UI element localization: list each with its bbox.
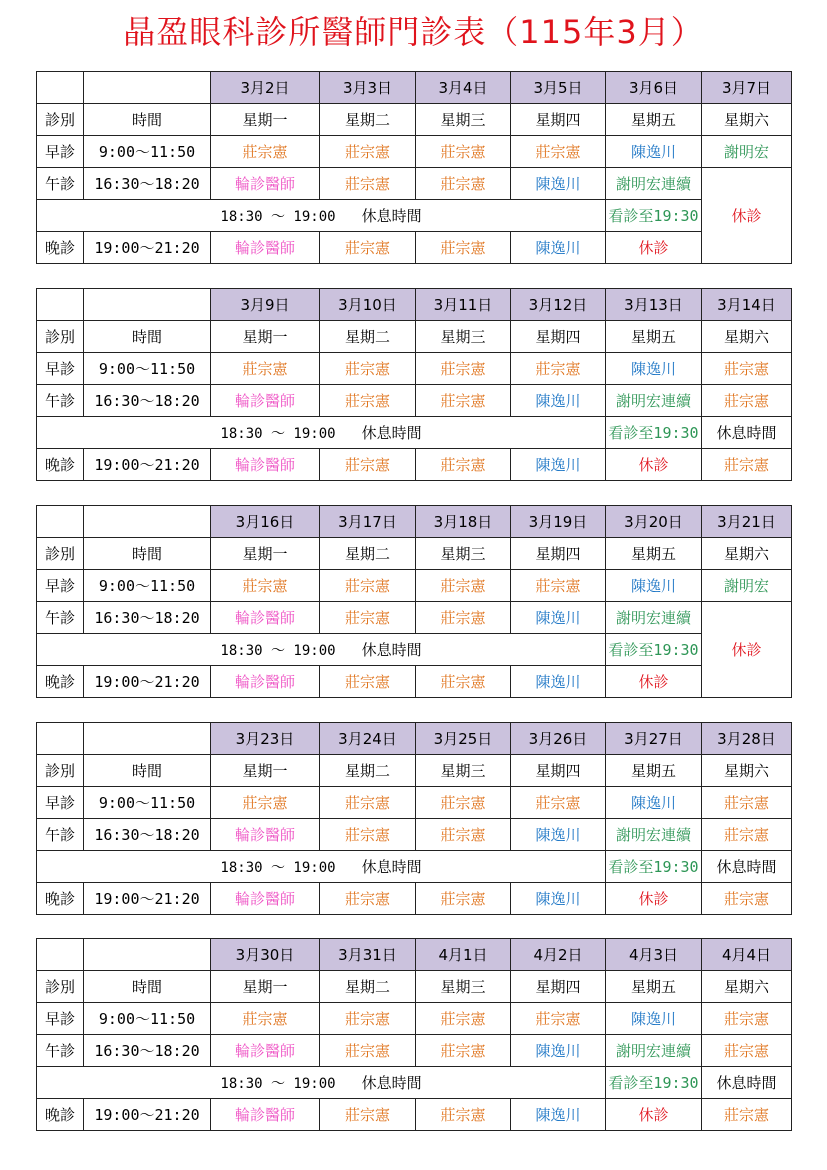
time-header: 時間 xyxy=(84,971,211,1003)
session-label: 早診 xyxy=(37,353,84,385)
doctor-cell: 陳逸川 xyxy=(606,1003,702,1035)
session-time: 19:00～21:20 xyxy=(84,883,211,915)
date-cell: 3月19日 xyxy=(511,506,606,538)
blank-cell xyxy=(37,723,84,755)
doctor-cell: 輪診醫師 xyxy=(211,666,320,698)
date-cell: 3月10日 xyxy=(320,289,416,321)
date-row xyxy=(37,939,792,971)
doctor-cell: 莊宗憲 xyxy=(416,232,511,264)
weekday-row xyxy=(37,104,792,136)
doctor-cell: 看診至19:30 xyxy=(606,200,702,232)
break-row xyxy=(37,851,792,883)
break-cell xyxy=(37,851,606,883)
break-row xyxy=(37,200,792,232)
weekday-cell: 星期三 xyxy=(416,538,511,570)
break-row xyxy=(37,634,792,666)
doctor-cell: 莊宗憲 xyxy=(416,1035,511,1067)
weekday-cell: 星期五 xyxy=(606,104,702,136)
morning-row xyxy=(37,787,792,819)
doctor-cell: 看診至19:30 xyxy=(606,851,702,883)
date-cell: 3月13日 xyxy=(606,289,702,321)
weekday-row xyxy=(37,971,792,1003)
break-cell xyxy=(37,1067,606,1099)
date-cell: 3月14日 xyxy=(702,289,792,321)
doctor-cell: 莊宗憲 xyxy=(416,353,511,385)
weekday-cell: 星期五 xyxy=(606,971,702,1003)
weekday-cell: 星期一 xyxy=(211,104,320,136)
break-text xyxy=(220,422,421,443)
doctor-cell: 看診至19:30 xyxy=(606,634,702,666)
doctor-cell: 輪診醫師 xyxy=(211,385,320,417)
doctor-cell: 莊宗憲 xyxy=(702,1035,792,1067)
doctor-cell: 莊宗憲 xyxy=(320,385,416,417)
doctor-cell: 陳逸川 xyxy=(511,883,606,915)
date-row xyxy=(37,506,792,538)
weekday-cell: 星期三 xyxy=(416,321,511,353)
category-header: 診別 xyxy=(37,755,84,787)
date-cell: 3月16日 xyxy=(211,506,320,538)
time-header: 時間 xyxy=(84,538,211,570)
doctor-cell: 休息時間 xyxy=(702,1067,792,1099)
page-title: 晶盈眼科診所醫師門診表（115年3月） xyxy=(123,13,704,51)
doctor-cell: 休診 xyxy=(606,232,702,264)
doctor-cell: 陳逸川 xyxy=(606,570,702,602)
doctor-cell: 莊宗憲 xyxy=(702,385,792,417)
afternoon-row xyxy=(37,168,792,200)
session-label: 午診 xyxy=(37,602,84,634)
break-time: 18:30 ～ 19:00 xyxy=(220,860,336,876)
blank-cell xyxy=(84,939,211,971)
doctor-cell: 休息時間 xyxy=(702,851,792,883)
break-text xyxy=(220,856,421,877)
doctor-cell: 陳逸川 xyxy=(511,666,606,698)
doctor-cell: 莊宗憲 xyxy=(320,602,416,634)
weekday-cell: 星期六 xyxy=(702,971,792,1003)
doctor-cell: 謝明宏 xyxy=(702,136,792,168)
session-label: 晚診 xyxy=(37,232,84,264)
date-cell: 3月2日 xyxy=(211,72,320,104)
doctor-cell: 陳逸川 xyxy=(511,449,606,481)
weekday-cell: 星期四 xyxy=(511,104,606,136)
doctor-cell: 莊宗憲 xyxy=(320,883,416,915)
session-label: 午診 xyxy=(37,385,84,417)
weekday-cell: 星期六 xyxy=(702,755,792,787)
doctor-cell: 莊宗憲 xyxy=(511,353,606,385)
weekday-cell: 星期二 xyxy=(320,538,416,570)
session-label: 早診 xyxy=(37,570,84,602)
break-text xyxy=(220,205,421,226)
weekday-cell: 星期四 xyxy=(511,971,606,1003)
doctor-cell: 莊宗憲 xyxy=(511,570,606,602)
session-time: 16:30～18:20 xyxy=(84,385,211,417)
doctor-cell: 休息時間 xyxy=(702,417,792,449)
doctor-cell: 謝明宏連續 xyxy=(606,819,702,851)
doctor-cell: 莊宗憲 xyxy=(320,136,416,168)
date-cell: 3月20日 xyxy=(606,506,702,538)
session-label: 晚診 xyxy=(37,666,84,698)
session-time: 16:30～18:20 xyxy=(84,602,211,634)
weekday-cell: 星期二 xyxy=(320,755,416,787)
weekday-cell: 星期五 xyxy=(606,755,702,787)
weekday-cell: 星期四 xyxy=(511,321,606,353)
session-time: 9:00～11:50 xyxy=(84,570,211,602)
doctor-cell: 謝明宏連續 xyxy=(606,385,702,417)
doctor-cell: 輪診醫師 xyxy=(211,232,320,264)
doctor-cell: 莊宗憲 xyxy=(416,168,511,200)
break-label: 休息時間 xyxy=(361,424,422,442)
weekday-cell: 星期五 xyxy=(606,538,702,570)
evening-row xyxy=(37,666,792,698)
date-cell: 3月26日 xyxy=(511,723,606,755)
week-schedule-table xyxy=(36,71,792,264)
session-label: 晚診 xyxy=(37,883,84,915)
afternoon-row xyxy=(37,1035,792,1067)
doctor-cell: 莊宗憲 xyxy=(416,385,511,417)
doctor-cell: 輪診醫師 xyxy=(211,1035,320,1067)
doctor-cell: 莊宗憲 xyxy=(511,1003,606,1035)
doctor-cell: 看診至19:30 xyxy=(606,417,702,449)
doctor-cell: 莊宗憲 xyxy=(416,449,511,481)
doctor-cell: 莊宗憲 xyxy=(211,1003,320,1035)
evening-row xyxy=(37,1099,792,1131)
morning-row xyxy=(37,1003,792,1035)
date-cell: 3月7日 xyxy=(702,72,792,104)
doctor-cell: 莊宗憲 xyxy=(511,136,606,168)
date-cell: 4月3日 xyxy=(606,939,702,971)
weekday-cell: 星期三 xyxy=(416,755,511,787)
date-cell: 3月30日 xyxy=(211,939,320,971)
evening-row xyxy=(37,449,792,481)
evening-row xyxy=(37,232,792,264)
doctor-cell: 莊宗憲 xyxy=(702,1099,792,1131)
doctor-cell: 陳逸川 xyxy=(511,819,606,851)
weekday-cell: 星期三 xyxy=(416,971,511,1003)
session-time: 9:00～11:50 xyxy=(84,353,211,385)
weekday-cell: 星期四 xyxy=(511,538,606,570)
doctor-cell: 莊宗憲 xyxy=(211,353,320,385)
date-cell: 3月12日 xyxy=(511,289,606,321)
date-row xyxy=(37,289,792,321)
morning-row xyxy=(37,353,792,385)
doctor-cell: 莊宗憲 xyxy=(320,666,416,698)
weekday-cell: 星期二 xyxy=(320,971,416,1003)
weekday-cell: 星期六 xyxy=(702,538,792,570)
doctor-cell: 莊宗憲 xyxy=(416,136,511,168)
date-cell: 3月28日 xyxy=(702,723,792,755)
session-label: 午診 xyxy=(37,1035,84,1067)
session-time: 9:00～11:50 xyxy=(84,1003,211,1035)
doctor-cell: 莊宗憲 xyxy=(211,136,320,168)
break-time: 18:30 ～ 19:00 xyxy=(220,643,336,659)
weekday-cell: 星期五 xyxy=(606,321,702,353)
session-label: 午診 xyxy=(37,819,84,851)
doctor-cell: 莊宗憲 xyxy=(320,353,416,385)
doctor-cell: 休診 xyxy=(606,449,702,481)
session-time: 19:00～21:20 xyxy=(84,232,211,264)
doctor-cell: 莊宗憲 xyxy=(320,449,416,481)
doctor-cell: 莊宗憲 xyxy=(320,1035,416,1067)
break-time: 18:30 ～ 19:00 xyxy=(220,209,336,225)
break-cell xyxy=(37,417,606,449)
doctor-cell: 莊宗憲 xyxy=(416,819,511,851)
date-cell: 3月3日 xyxy=(320,72,416,104)
weekday-cell: 星期一 xyxy=(211,971,320,1003)
date-cell: 3月11日 xyxy=(416,289,511,321)
session-time: 19:00～21:20 xyxy=(84,666,211,698)
date-row xyxy=(37,723,792,755)
date-cell: 3月17日 xyxy=(320,506,416,538)
category-header: 診別 xyxy=(37,321,84,353)
break-text xyxy=(220,639,421,660)
week-schedule-table xyxy=(36,938,792,1131)
session-time: 16:30～18:20 xyxy=(84,819,211,851)
morning-row xyxy=(37,570,792,602)
weekday-cell: 星期三 xyxy=(416,104,511,136)
doctor-cell: 輪診醫師 xyxy=(211,819,320,851)
doctor-cell: 莊宗憲 xyxy=(416,1099,511,1131)
blank-cell xyxy=(37,289,84,321)
session-time: 9:00～11:50 xyxy=(84,787,211,819)
date-cell: 3月23日 xyxy=(211,723,320,755)
date-cell: 4月4日 xyxy=(702,939,792,971)
doctor-cell: 謝明宏 xyxy=(702,570,792,602)
doctor-cell: 莊宗憲 xyxy=(320,232,416,264)
weekday-cell: 星期六 xyxy=(702,321,792,353)
weekday-row xyxy=(37,755,792,787)
doctor-cell: 休診 xyxy=(702,168,792,264)
date-cell: 3月21日 xyxy=(702,506,792,538)
doctor-cell: 莊宗憲 xyxy=(320,787,416,819)
doctor-cell: 陳逸川 xyxy=(511,1099,606,1131)
doctor-cell: 輪診醫師 xyxy=(211,168,320,200)
session-time: 16:30～18:20 xyxy=(84,168,211,200)
doctor-cell: 輪診醫師 xyxy=(211,883,320,915)
session-label: 早診 xyxy=(37,136,84,168)
doctor-cell: 莊宗憲 xyxy=(320,570,416,602)
date-cell: 4月1日 xyxy=(416,939,511,971)
weekday-cell: 星期一 xyxy=(211,538,320,570)
date-cell: 3月25日 xyxy=(416,723,511,755)
break-label: 休息時間 xyxy=(361,1074,422,1092)
doctor-cell: 休診 xyxy=(606,666,702,698)
doctor-cell: 陳逸川 xyxy=(606,787,702,819)
week-schedule-table xyxy=(36,505,792,698)
doctor-cell: 莊宗憲 xyxy=(320,819,416,851)
doctor-cell: 休診 xyxy=(702,602,792,698)
doctor-cell: 莊宗憲 xyxy=(416,602,511,634)
doctor-cell: 莊宗憲 xyxy=(702,449,792,481)
date-cell: 3月9日 xyxy=(211,289,320,321)
doctor-cell: 休診 xyxy=(606,1099,702,1131)
date-cell: 3月18日 xyxy=(416,506,511,538)
doctor-cell: 謝明宏連續 xyxy=(606,602,702,634)
date-cell: 3月6日 xyxy=(606,72,702,104)
week-schedule-table xyxy=(36,288,792,481)
session-label: 早診 xyxy=(37,1003,84,1035)
break-time: 18:30 ～ 19:00 xyxy=(220,1076,336,1092)
weekday-cell: 星期六 xyxy=(702,104,792,136)
time-header: 時間 xyxy=(84,104,211,136)
doctor-cell: 莊宗憲 xyxy=(416,883,511,915)
doctor-cell: 莊宗憲 xyxy=(416,1003,511,1035)
weekday-row xyxy=(37,321,792,353)
session-time: 19:00～21:20 xyxy=(84,449,211,481)
doctor-cell: 莊宗憲 xyxy=(702,819,792,851)
category-header: 診別 xyxy=(37,104,84,136)
session-label: 晚診 xyxy=(37,1099,84,1131)
doctor-cell: 莊宗憲 xyxy=(702,883,792,915)
doctor-cell: 看診至19:30 xyxy=(606,1067,702,1099)
blank-cell xyxy=(37,72,84,104)
date-cell: 3月27日 xyxy=(606,723,702,755)
doctor-cell: 莊宗憲 xyxy=(702,353,792,385)
afternoon-row xyxy=(37,385,792,417)
doctor-cell: 莊宗憲 xyxy=(211,787,320,819)
blank-cell xyxy=(84,72,211,104)
date-cell: 3月31日 xyxy=(320,939,416,971)
date-cell: 3月24日 xyxy=(320,723,416,755)
doctor-cell: 莊宗憲 xyxy=(416,787,511,819)
doctor-cell: 莊宗憲 xyxy=(702,787,792,819)
doctor-cell: 莊宗憲 xyxy=(211,570,320,602)
break-time: 18:30 ～ 19:00 xyxy=(220,426,336,442)
doctor-cell: 輪診醫師 xyxy=(211,449,320,481)
doctor-cell: 莊宗憲 xyxy=(320,1003,416,1035)
afternoon-row xyxy=(37,819,792,851)
doctor-cell: 莊宗憲 xyxy=(416,666,511,698)
weekday-cell: 星期二 xyxy=(320,321,416,353)
doctor-cell: 休診 xyxy=(606,883,702,915)
session-time: 9:00～11:50 xyxy=(84,136,211,168)
break-cell xyxy=(37,634,606,666)
doctor-cell: 陳逸川 xyxy=(511,602,606,634)
break-cell xyxy=(37,200,606,232)
weekday-cell: 星期二 xyxy=(320,104,416,136)
break-text xyxy=(220,1072,421,1093)
week-schedule-table xyxy=(36,722,792,915)
session-time: 16:30～18:20 xyxy=(84,1035,211,1067)
date-cell: 3月5日 xyxy=(511,72,606,104)
doctor-cell: 莊宗憲 xyxy=(416,570,511,602)
evening-row xyxy=(37,883,792,915)
time-header: 時間 xyxy=(84,321,211,353)
weekday-cell: 星期一 xyxy=(211,321,320,353)
blank-cell xyxy=(84,289,211,321)
doctor-cell: 莊宗憲 xyxy=(511,787,606,819)
time-header: 時間 xyxy=(84,755,211,787)
category-header: 診別 xyxy=(37,538,84,570)
date-row xyxy=(37,72,792,104)
afternoon-row xyxy=(37,602,792,634)
break-label: 休息時間 xyxy=(361,858,422,876)
break-label: 休息時間 xyxy=(361,207,422,225)
break-row xyxy=(37,417,792,449)
session-label: 晚診 xyxy=(37,449,84,481)
break-label: 休息時間 xyxy=(361,641,422,659)
doctor-cell: 陳逸川 xyxy=(606,353,702,385)
session-label: 午診 xyxy=(37,168,84,200)
doctor-cell: 陳逸川 xyxy=(511,1035,606,1067)
doctor-cell: 謝明宏連續 xyxy=(606,1035,702,1067)
session-time: 19:00～21:20 xyxy=(84,1099,211,1131)
doctor-cell: 陳逸川 xyxy=(511,385,606,417)
date-cell: 3月4日 xyxy=(416,72,511,104)
doctor-cell: 陳逸川 xyxy=(511,232,606,264)
morning-row xyxy=(37,136,792,168)
weekday-row xyxy=(37,538,792,570)
category-header: 診別 xyxy=(37,971,84,1003)
weekday-cell: 星期一 xyxy=(211,755,320,787)
doctor-cell: 陳逸川 xyxy=(606,136,702,168)
doctor-cell: 輪診醫師 xyxy=(211,602,320,634)
doctor-cell: 謝明宏連續 xyxy=(606,168,702,200)
session-label: 早診 xyxy=(37,787,84,819)
doctor-cell: 陳逸川 xyxy=(511,168,606,200)
doctor-cell: 莊宗憲 xyxy=(320,1099,416,1131)
blank-cell xyxy=(37,506,84,538)
blank-cell xyxy=(84,506,211,538)
doctor-cell: 莊宗憲 xyxy=(320,168,416,200)
date-cell: 4月2日 xyxy=(511,939,606,971)
weekday-cell: 星期四 xyxy=(511,755,606,787)
doctor-cell: 莊宗憲 xyxy=(702,1003,792,1035)
doctor-cell: 輪診醫師 xyxy=(211,1099,320,1131)
break-row xyxy=(37,1067,792,1099)
blank-cell xyxy=(84,723,211,755)
blank-cell xyxy=(37,939,84,971)
